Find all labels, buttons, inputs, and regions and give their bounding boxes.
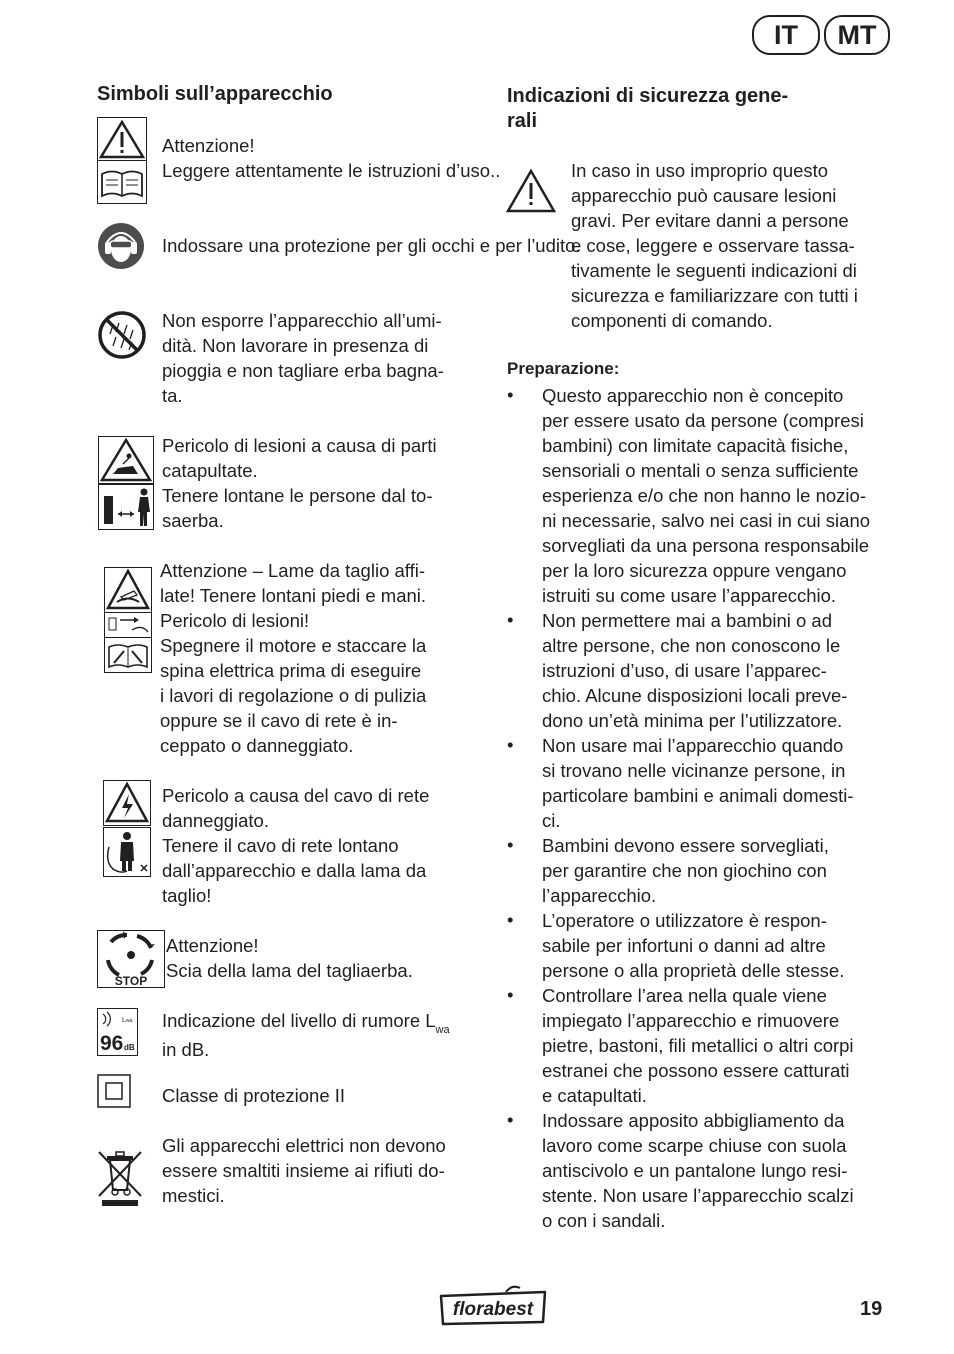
symbol-text-1: Attenzione! Leggere attentamente le istruzioni d’uso.. — [162, 135, 501, 181]
bullet-marker: • — [507, 984, 514, 1005]
stop-label: STOP — [114, 974, 148, 988]
intro-warning-triangle-icon — [506, 168, 556, 214]
bullet-text-6: Controllare l’area nella quale viene impiegato l’apparecchio e rimuovere pietre, bastoni, fili metallici o altri corpi estranei che possono essere catturati e catapultati. — [542, 985, 854, 1106]
cable-away-icon — [103, 827, 151, 877]
florabest-logo — [438, 1284, 548, 1326]
symbol-text-2: Indossare una protezione per gli occhi e per l’udito. — [162, 235, 581, 256]
bullet-text-3: Non usare mai l’apparecchio quando si trovano nelle vicinanze persone, in particolare bambini e animali domesti- ci. — [542, 735, 854, 831]
noise-unit-label: dB — [124, 1043, 135, 1052]
noise-level-icon — [97, 1008, 138, 1056]
unplug-icon — [104, 612, 152, 638]
bullet-text-5: L’operatore o utilizzatore è respon- sabile per infortuni o danni ad altre persone o alla proprietà delle stesse. — [542, 910, 845, 981]
warning-triangle-icon — [97, 117, 147, 161]
bullet-marker: • — [507, 609, 514, 630]
bullet-text-4: Bambini devono essere sorvegliati, per garantire che non giochino con l’apparecchio. — [542, 835, 829, 906]
symbol-text-7: Attenzione! Scia della lama del tagliaerba. — [166, 935, 413, 981]
symbol-text-9: Classe di protezione II — [162, 1085, 346, 1106]
symbol-text-4: Pericolo di lesioni a causa di parti catapultate. Tenere lontane le persone dal to- saerba. — [162, 435, 437, 531]
ear-eye-protection-icon — [97, 222, 145, 270]
noise-value-label: 96 — [100, 1032, 124, 1055]
maintenance-manual-icon — [104, 637, 152, 673]
no-rain-icon — [97, 310, 147, 360]
bullet-marker: • — [507, 834, 514, 855]
symbol-text-3: Non esporre l’apparecchio all’umi- dità. Non lavorare in presenza di pioggia e non tagliare erba bagna- ta. — [162, 310, 444, 406]
sharp-blade-icon — [104, 567, 152, 613]
manual-book-icon — [97, 160, 147, 204]
weee-bin-icon — [96, 1148, 144, 1208]
blade-rundown-stop-icon — [97, 930, 165, 988]
bullet-marker: • — [507, 384, 514, 405]
symbol-text-10: Gli apparecchi elettrici non devono essere smaltiti insieme ai rifiuti do- mestici. — [162, 1135, 446, 1206]
bullet-marker: • — [507, 909, 514, 930]
symbol-text-8: Indicazione del livello di rumore $L_{wa}$ in dB. — [162, 1010, 450, 1060]
bullet-marker: • — [507, 734, 514, 755]
svg-text:Lwa: Lwa — [122, 1017, 133, 1024]
bullet-text-1: Questo apparecchio non è concepito per essere usato da persone (compresi bambini) con limitate capacità fisiche, sensoriali o mentali o senza sufficiente esperienza e/o che non hanno le nozio- ni necessarie, salvo nei casi in cui siano sorvegliati da una persona responsabile per la loro sicurezza oppure vengano istruiti su come usare l’apparecchio. — [542, 385, 871, 606]
symbol-text-5: Attenzione – Lame da taglio affi- late! Tenere lontani piedi e mani. Pericolo di lesioni! Spegnere il motore e staccare la spina elettrica prima di eseguire i lavori di regolazione o di pulizia oppure se il cavo di rete è in- ceppato o danneggiato. — [160, 560, 427, 756]
electric-hazard-icon — [103, 780, 151, 826]
thrown-objects-icon — [98, 436, 154, 484]
symbols-title: Simboli sull’apparecchio — [97, 83, 333, 105]
page-number: 19 — [860, 1298, 883, 1320]
protection-class-ii-icon — [97, 1074, 131, 1108]
bullet-text-7: Indossare apposito abbigliamento da lavoro come scarpe chiuse con suola antiscivolo e un pantalone lungo resi- stente. Non usare l’apparecchio scalzi o con i sandali. — [542, 1110, 854, 1231]
brand-label: florabest — [452, 1299, 534, 1320]
bullet-marker: • — [507, 1109, 514, 1130]
lang-badge-mt: MT — [824, 15, 890, 55]
bullet-text-2: Non permettere mai a bambini o ad altre persone, che non conoscono le istruzioni d’uso, di usare l’apparec- chio. Alcune disposizioni locali preve- dono un’età minima per l’utilizzatore. — [542, 610, 848, 731]
preparation-heading: Preparazione: — [507, 359, 620, 378]
symbol-text-6: Pericolo a causa del cavo di rete danneggiato. Tenere il cavo di rete lontano dall’apparecchio e dalla lama da taglio! — [162, 785, 430, 906]
safety-title: Indicazioni di sicurezza gene- rali — [507, 85, 789, 132]
safety-intro: In caso in uso improprio questo apparecchio può causare lesioni gravi. Per evitare danni a persone e cose, leggere e osservare tassa- tivamente le seguenti indicazioni di sicurezza e familiarizzare con tutti i componenti di comando. — [571, 160, 858, 331]
keep-distance-icon — [98, 484, 154, 530]
lang-badge-it: IT — [752, 15, 820, 55]
